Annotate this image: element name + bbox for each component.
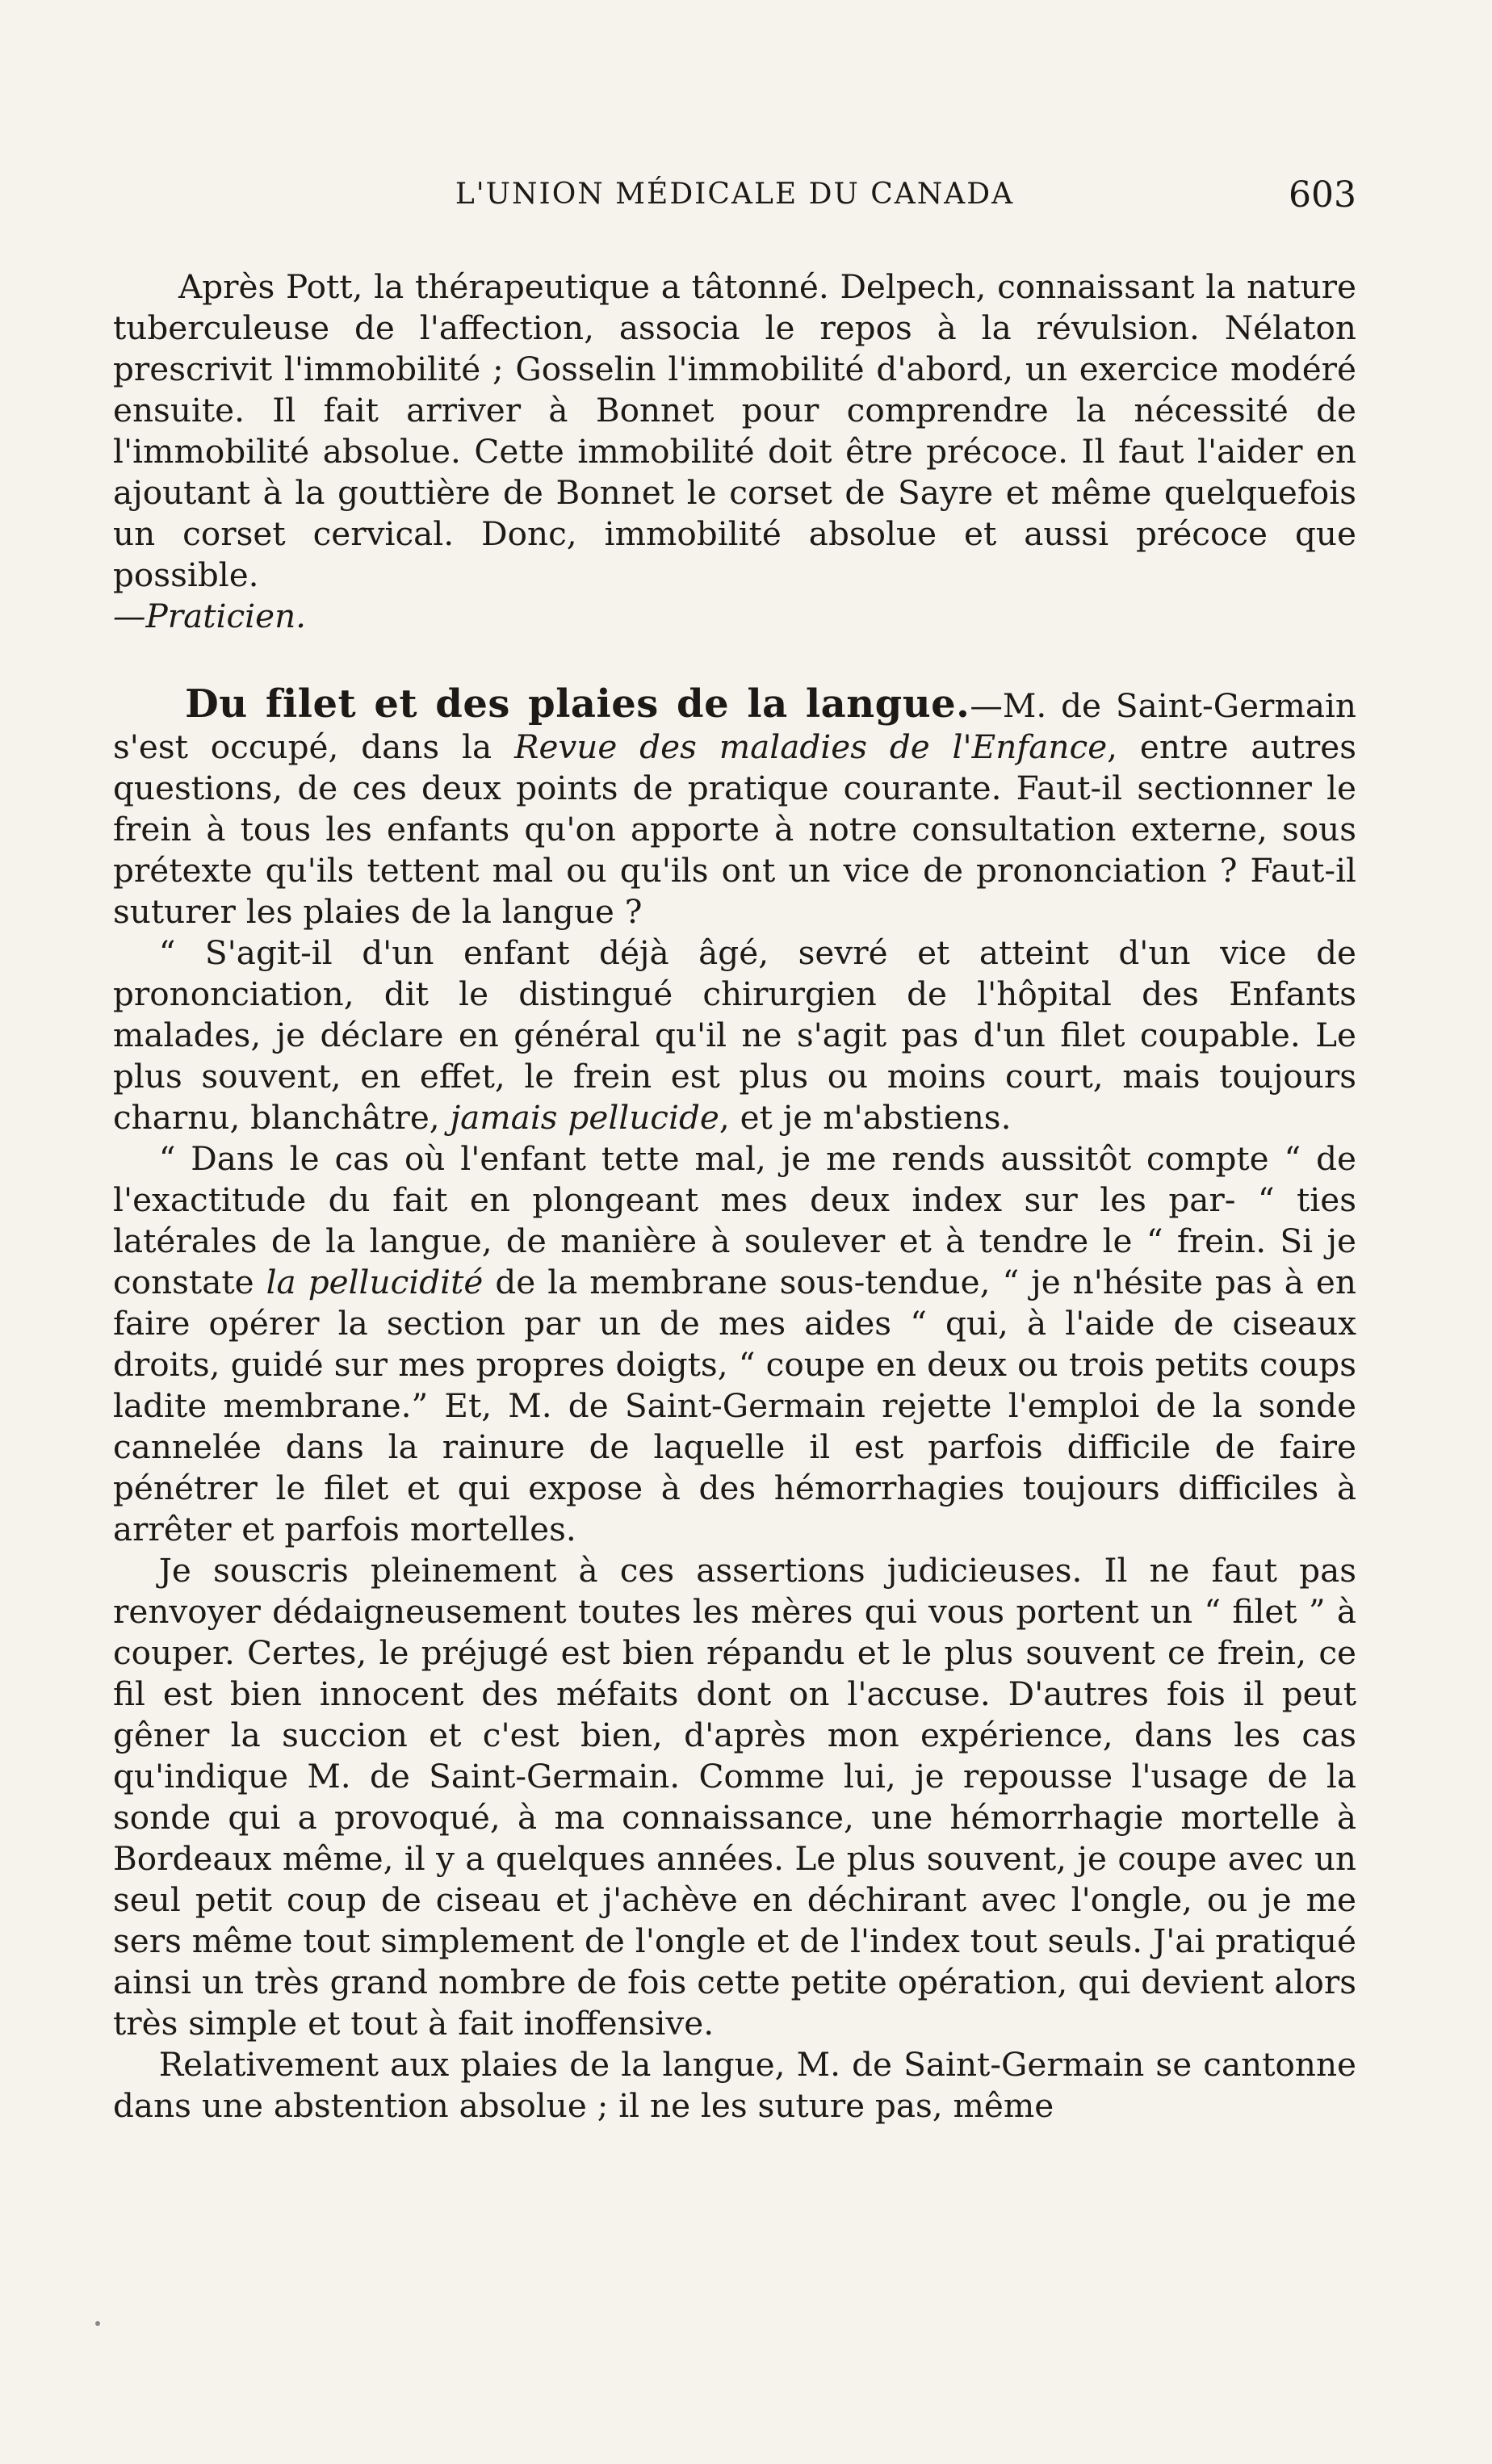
section-rest: , entre autres questions, de ces deux points de pratique courante. Faut-il sectionner le frein à tous les enfants qu'on apporte à notre consultation externe, sous prétexte qu'ils tettent mal ou qu'ils ont un vice de prononciation ? Faut-il suturer les plaies de la langue ? xyxy=(113,727,1356,931)
quote-paragraph-1 xyxy=(113,932,1356,1138)
quote2-after: de la membrane sous-tendue, “ je n'hésite pas à en faire opérer la section par un de mes aides “ qui, à l'aide de ciseaux droits, guidé sur mes propres doigts, “ coupe en deux ou trois petits coups ladite membrane.” Et, M. de Saint-Germain rejette l'emploi de la sonde cannelée dans la rainure de laquelle il est parfois difficile de faire pénétrer le filet et qui expose à des hémorrhagies toujours difficiles à arrêter et parfois mortelles. xyxy=(113,1263,1356,1548)
quote1-after: , et je m'abstiens. xyxy=(719,1098,1012,1137)
paragraph-souscris-text: Je souscris pleinement à ces assertions judicieuses. Il ne faut pas renvoyer dédaigneusement toutes les mères qui vous portent un “ filet ” à couper. Certes, le préjugé est bien répandu et le plus souvent ce frein, ce fil est bien innocent des méfaits dont on l'accuse. D'autres fois il peut gêner la succion et c'est bien, d'après mon expérience, dans les cas qu'indique M. de Saint-Germain. Comme lui, je repousse l'usage de la sonde qui a provoqué, à ma connaissance, une hémorrhagie mortelle à Bordeaux même, il y a quelques années. Le plus souvent, je coupe avec un seul petit coup de ciseau et j'achève en déchirant avec l'ongle, ou je me sers même tout simplement de l'ongle et de l'index tout seuls. J'ai pratiqué ainsi un très grand nombre de fois cette petite opération, qui devient alors très simple et tout à fait inoffensive. xyxy=(113,1551,1356,2043)
book-page xyxy=(113,174,1357,2309)
quote1-before: “ S'agit-il d'un enfant déjà âgé, sevré et atteint d'un vice de prononciation, dit le distingué chirurgien de l'hôpital des Enfants malades, je déclare en général qu'il ne s'agit pas d'un filet coupable. Le plus souvent, en effet, le frein est plus ou moins court, mais toujours charnu, blanchâtre, xyxy=(113,933,1356,1137)
journal-title: Revue des maladies de l'Enfance xyxy=(513,727,1108,766)
paragraph-plaies-text: Relativement aux plaies de la langue, M. de Saint-Germain se cantonne dans une abstention absolue ; il ne les suture pas, même xyxy=(113,2045,1356,2125)
quote1-italic: jamais pellucide xyxy=(450,1098,719,1137)
page-header xyxy=(113,174,1356,226)
section-paragraph-filet xyxy=(113,681,1357,932)
section-spacer xyxy=(113,637,1356,684)
quote-paragraph-2 xyxy=(113,1138,1356,1550)
paragraph-pott xyxy=(113,266,1356,637)
section-lead: —M. de Saint-Germain s'est occupé, dans la xyxy=(113,686,1357,766)
paragraph-souscris xyxy=(113,1550,1356,2044)
page-number: 603 xyxy=(1289,174,1356,216)
quote2-before: “ Dans le cas où l'enfant tette mal, je me rends aussitôt compte “ de l'exactitude du fait en plongeant mes deux index sur les par- “ ties latérales de la langue, de manière à soulever et à tendre le “ frein. Si je constate xyxy=(113,1139,1356,1301)
source-credit: —Praticien. xyxy=(113,597,307,635)
margin-speck xyxy=(95,2321,100,2326)
quote2-italic: la pellucidité xyxy=(266,1263,484,1301)
paragraph-pott-text: Après Pott, la thérapeutique a tâtonné. Delpech, connaissant la nature tuberculeuse de l'affection, associa le repos à la révulsion. Nélaton prescrivit l'immobilité ; Gosselin l'immobilité d'abord, un exercice modéré ensuite. Il fait arriver à Bonnet pour comprendre la nécessité de l'immobilité absolue. Cette immobilité doit être précoce. Il faut l'aider en ajoutant à la gouttière de Bonnet le corset de Sayre et même quelquefois un corset cervical. Donc, immobilité absolue et aussi précoce que possible. xyxy=(113,267,1356,594)
running-title: L'UNION MÉDICALE DU CANADA xyxy=(455,178,1015,211)
paragraph-plaies xyxy=(113,2044,1356,2127)
section-title: Du filet et des plaies de la langue. xyxy=(185,681,970,727)
